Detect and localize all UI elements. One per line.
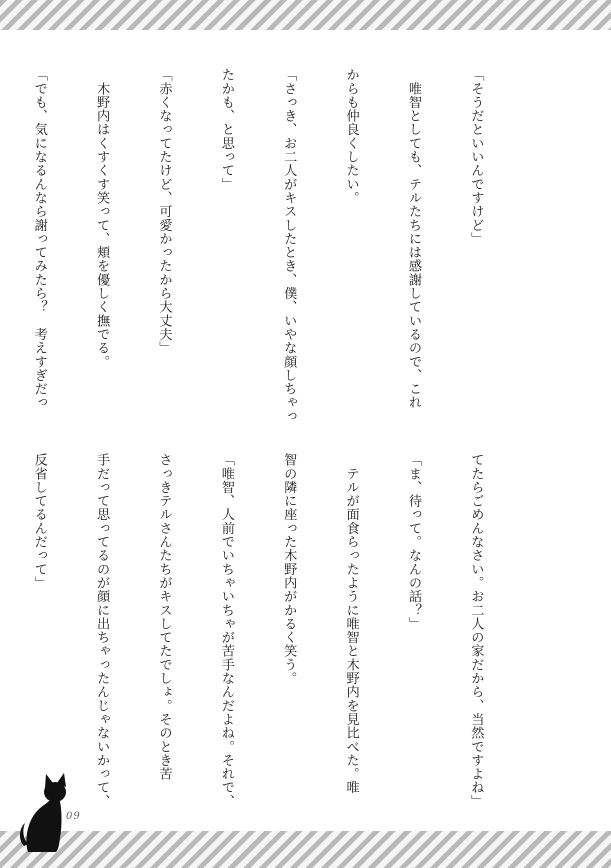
top-stripe-border: [0, 0, 611, 30]
text-line: 「でも、気になるんなら謝ってみたら？ 考えすぎだっ: [31, 68, 47, 410]
text-line: 唯智としても、テルたちには感謝しているので、これ: [406, 68, 422, 410]
page-number: 09: [66, 811, 81, 822]
text-line: 「そうだといいんですけど」: [468, 68, 484, 246]
lower-text-block: [0, 453, 527, 808]
text-line: 木野内はくすくす笑って、頬を優しく撫でる。: [94, 68, 110, 369]
text-line: 手だって思ってるのが顔に出ちゃったんじゃないかって、: [94, 453, 110, 808]
text-line: てたらごめんなさい。お二人の家だから、当然ですよね」: [468, 453, 484, 808]
black-cat-icon: [16, 768, 72, 854]
text-line: たかも、と思って」: [218, 68, 234, 191]
text-line: 智の隣に座った木野内がかるく笑う。: [281, 453, 297, 686]
text-line: テルが面食らったように唯智と木野内を見比べた。唯: [343, 453, 359, 795]
text-line: 「さっき、お二人がキスしたとき、僕、いやな顔しちゃっ: [281, 68, 297, 423]
text-line: 「唯智、人前でいちゃいちゃが苦手なんだよね。それで、: [218, 453, 234, 808]
bottom-stripe-border: [0, 831, 611, 868]
text-line: 「ま、待って。なんの話？」: [406, 453, 422, 631]
text-line: からも仲良くしたい。: [343, 68, 359, 205]
upper-text-block: [0, 68, 527, 423]
text-line: 「赤くなってたけど、可愛かったから大丈夫」: [156, 68, 172, 355]
text-line: さっきテルさんたちがキスしてたでしょ。そのとき苦: [156, 453, 172, 781]
text-line: 反省してるんだって」: [31, 453, 47, 590]
